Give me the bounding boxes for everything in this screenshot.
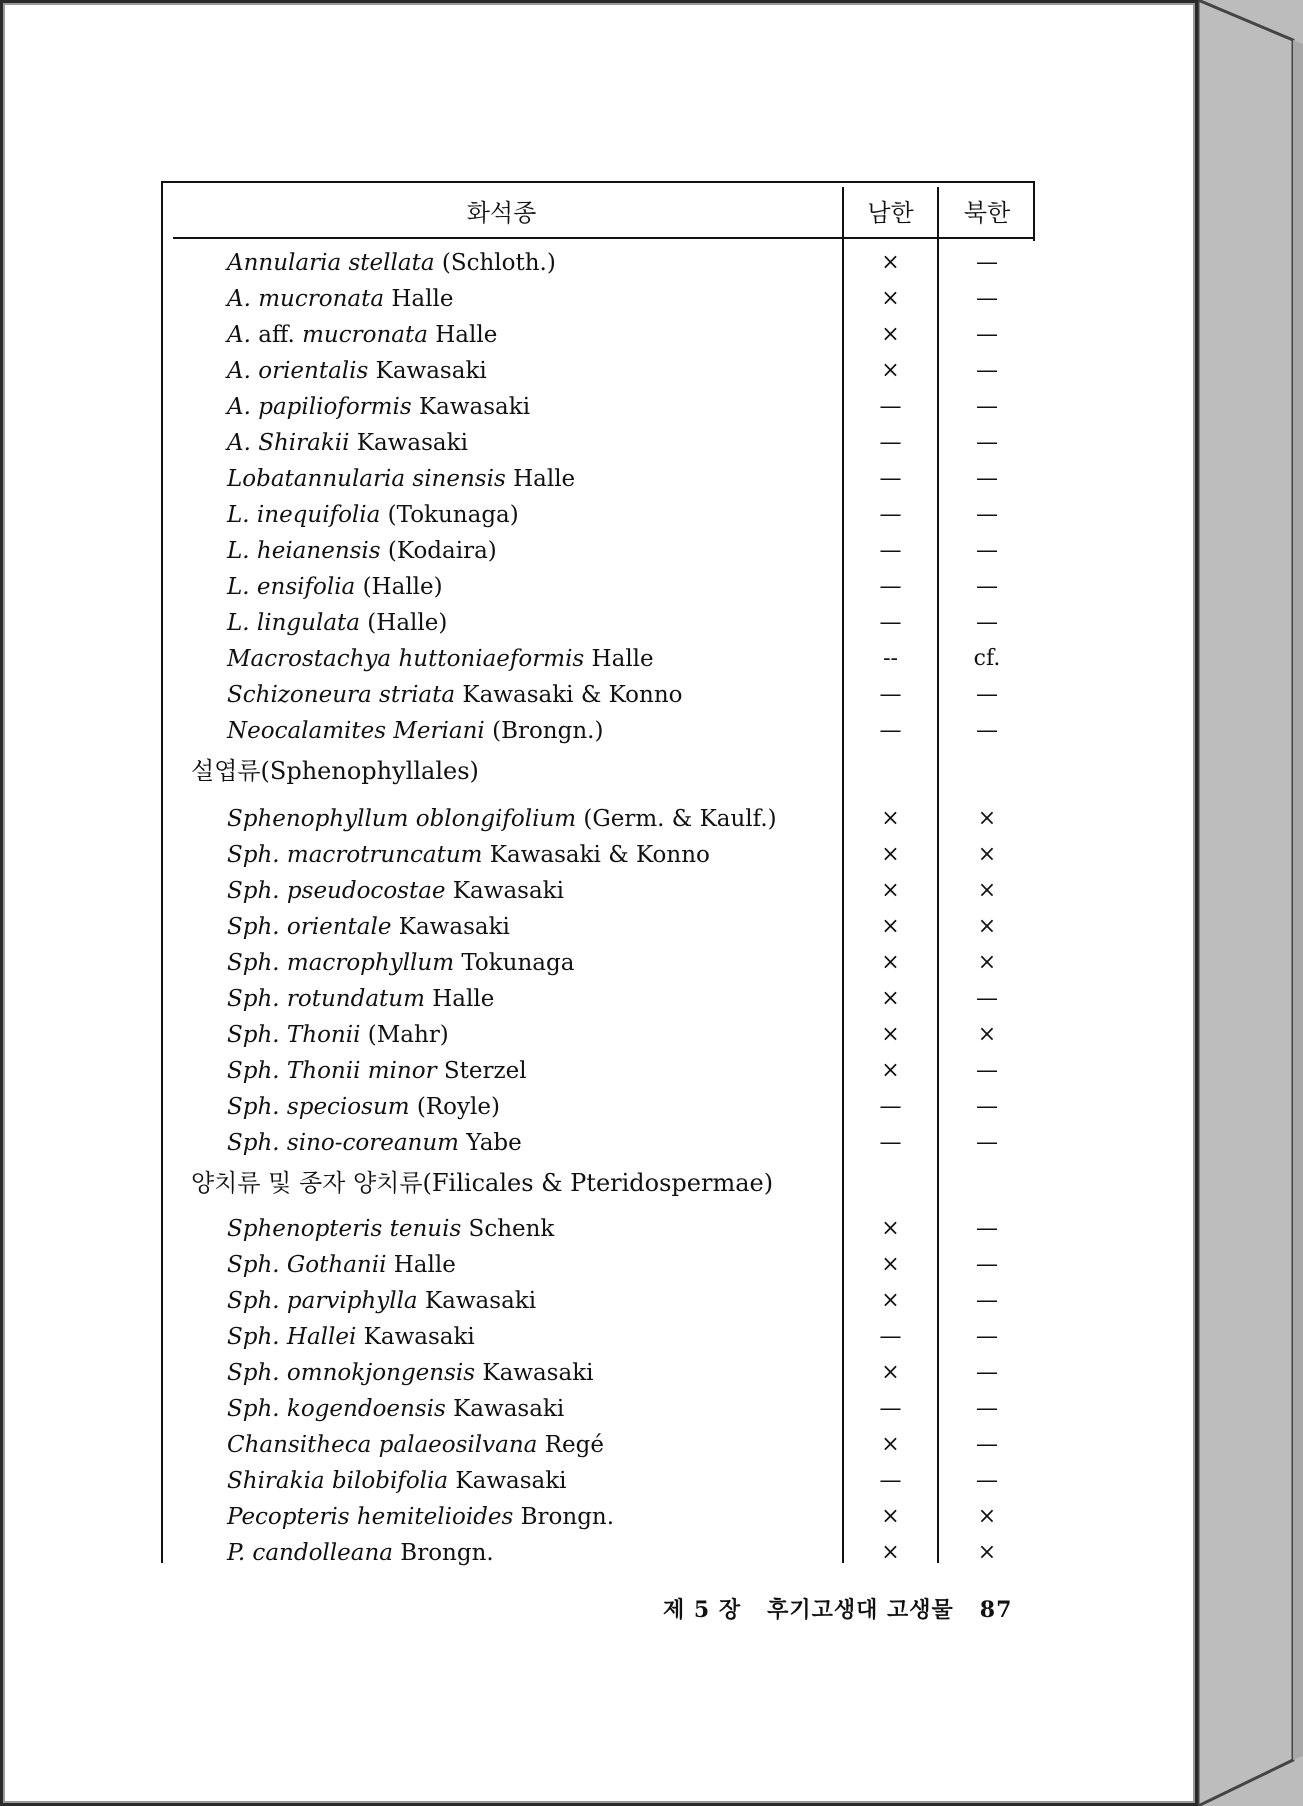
table-row (161, 641, 1035, 677)
species-author: Yabe (459, 1130, 522, 1156)
south-korea-occurrence: × (881, 286, 900, 311)
north-korea-occurrence: — (976, 1360, 998, 1385)
north-korea-occurrence: × (977, 950, 997, 975)
table-row (161, 1247, 1035, 1283)
species-author: (Schloth.) (434, 250, 556, 276)
table-row (161, 353, 1035, 389)
header-rule (173, 237, 1035, 239)
species-name (227, 1463, 567, 1499)
species-epithet: A. Shirakii (227, 430, 350, 456)
table-row (161, 497, 1035, 533)
north-korea-occurrence: — (976, 1058, 998, 1083)
table-row (161, 1211, 1035, 1247)
book-spine-shape (1198, 0, 1303, 1806)
north-korea-occurrence: — (976, 394, 998, 419)
section-title-filicales: 양치류 및 종자 양치류(Filicales & Pteridospermae) (191, 1169, 774, 1197)
north-korea-occurrence: — (976, 1324, 998, 1349)
species-epithet: Sph. macrophyllum (227, 950, 455, 976)
north-korea-occurrence: — (976, 610, 998, 635)
south-korea-occurrence: × (881, 1432, 900, 1457)
south-korea-occurrence: — (879, 1468, 902, 1493)
south-korea-occurrence: × (881, 1360, 900, 1385)
table-row (161, 245, 1035, 281)
species-epithet: Sph. Thonii (227, 1022, 361, 1048)
table-row (161, 425, 1035, 461)
species-author: Kawasaki (448, 1468, 567, 1494)
table-row (161, 1283, 1035, 1319)
north-korea-occurrence: — (976, 286, 998, 311)
species-author: (Germ. & Kaulf.) (576, 806, 777, 832)
species-epithet: Sph. kogendoensis (227, 1396, 446, 1422)
south-korea-occurrence: × (881, 806, 900, 831)
header-north-korea: 북한 (963, 199, 1011, 227)
south-korea-occurrence: — (879, 718, 902, 743)
table-row (161, 1319, 1035, 1355)
species-author: (Tokunaga) (380, 502, 519, 528)
species-epithet: Annularia stellata (227, 250, 435, 276)
north-korea-occurrence: — (976, 322, 998, 347)
species-epithet: Sph. omnokjongensis (227, 1360, 476, 1386)
footer-chapter-title: 후기고생대 고생물 (767, 1597, 954, 1623)
south-korea-occurrence: — (879, 394, 902, 419)
species-name (227, 389, 530, 425)
north-korea-occurrence: — (976, 358, 998, 383)
species-epithet: Sph. sino-coreanum (227, 1130, 459, 1156)
species-author: Halle (424, 986, 495, 1012)
south-korea-occurrence: × (881, 1504, 900, 1529)
south-korea-occurrence: × (881, 250, 900, 275)
species-name (227, 1211, 554, 1247)
table-row (161, 909, 1035, 945)
species-author: Kawasaki & Konno (455, 682, 683, 708)
book-spine (1198, 0, 1303, 1806)
south-korea-occurrence: — (879, 682, 902, 707)
species-epithet: A. papilioformis (227, 394, 412, 420)
species-author: Kawasaki (368, 358, 487, 384)
species-name (227, 605, 447, 641)
species-name (227, 641, 654, 677)
south-korea-occurrence: × (881, 878, 900, 903)
species-epithet: Sph. orientale (227, 914, 392, 940)
north-korea-occurrence: × (977, 842, 997, 867)
species-author: Halle (384, 286, 454, 312)
table-row (161, 1355, 1035, 1391)
species-name (227, 945, 574, 981)
species-epithet: Sphenophyllum oblongifolium (227, 806, 577, 832)
species-name (227, 533, 497, 569)
north-korea-occurrence: × (977, 914, 997, 939)
species-author: Brongn. (513, 1504, 615, 1530)
species-author: Kawasaki & Konno (482, 842, 710, 868)
north-korea-occurrence: × (977, 1022, 997, 1047)
species-name (227, 569, 443, 605)
species-epithet: L. ensifolia (227, 574, 356, 600)
table-row (161, 569, 1035, 605)
south-korea-occurrence: × (881, 842, 900, 867)
species-epithet: Pecopteris hemitelioides (227, 1504, 514, 1530)
species-author: Kawasaki (445, 878, 564, 904)
species-epithet: Neocalamites Meriani (227, 718, 485, 744)
species-epithet: Macrostachya huttoniaeformis (227, 646, 585, 672)
table-row (161, 281, 1035, 317)
south-korea-occurrence: — (879, 538, 902, 563)
species-author: Halle (584, 646, 654, 672)
species-name (227, 837, 710, 873)
species-author: Kawasaki (349, 430, 468, 456)
species-epithet: Chansitheca palaeosilvana (227, 1432, 538, 1458)
north-korea-occurrence: — (976, 538, 998, 563)
species-author: Schenk (461, 1216, 555, 1242)
fossil-species-table (161, 181, 1035, 1566)
north-korea-occurrence: × (977, 1540, 997, 1565)
south-korea-occurrence: — (879, 1130, 902, 1155)
south-korea-occurrence: × (881, 1288, 900, 1313)
species-epithet: Sph. speciosum (227, 1094, 410, 1120)
species-epithet: Sph. Thonii minor (227, 1058, 437, 1084)
south-korea-occurrence: — (879, 574, 902, 599)
species-author: Halle (386, 1252, 456, 1278)
north-korea-occurrence: — (976, 1396, 998, 1421)
north-korea-occurrence: — (976, 718, 998, 743)
north-korea-occurrence: — (976, 1432, 998, 1457)
species-name (227, 1247, 456, 1283)
species-name (227, 981, 494, 1017)
species-epithet: mucronata (302, 322, 428, 348)
table-row (161, 1125, 1035, 1161)
species-author: Kawasaki (445, 1396, 565, 1422)
species-name (227, 873, 564, 909)
species-author: (Mahr) (360, 1022, 449, 1048)
table-row (161, 713, 1035, 749)
species-epithet: Sph. macrotruncatum (227, 842, 483, 868)
table-row (161, 389, 1035, 425)
species-epithet: Schizoneura striata (227, 682, 456, 708)
species-author: Kawasaki (391, 914, 510, 940)
species-author: Kawasaki (475, 1360, 594, 1386)
north-korea-occurrence: — (976, 574, 998, 599)
south-korea-occurrence: — (879, 1396, 902, 1421)
south-korea-occurrence: -- (883, 646, 898, 671)
north-korea-occurrence: cf. (973, 646, 1001, 671)
south-korea-occurrence: × (881, 1216, 900, 1241)
species-name (227, 1427, 604, 1463)
species-name (227, 1355, 594, 1391)
south-korea-occurrence: — (879, 502, 902, 527)
north-korea-occurrence: — (976, 466, 998, 491)
table-row (161, 1089, 1035, 1125)
north-korea-occurrence: — (976, 250, 998, 275)
north-korea-occurrence: — (976, 1288, 998, 1313)
north-korea-occurrence: — (976, 1216, 998, 1241)
species-author: aff. (250, 322, 303, 348)
species-name (227, 801, 777, 837)
species-author: Kawasaki (411, 394, 531, 420)
south-korea-occurrence: × (881, 914, 900, 939)
species-epithet: Sph. Hallei (227, 1324, 357, 1350)
species-name (227, 461, 575, 497)
footer-page-number: 87 (979, 1597, 1013, 1623)
north-korea-occurrence: × (977, 1504, 997, 1529)
footer-chapter: 제 5 장 (663, 1597, 742, 1623)
species-name (227, 1053, 527, 1089)
table-top-rule (161, 181, 1035, 183)
south-korea-occurrence: × (881, 1058, 900, 1083)
species-name (227, 1535, 494, 1571)
species-name (227, 281, 453, 317)
section-title-sphenophyllales: 설엽류(Sphenophyllales) (191, 757, 479, 785)
species-name (227, 1499, 614, 1535)
species-epithet: L. inequifolia (227, 502, 381, 528)
table-row (161, 873, 1035, 909)
species-name (227, 317, 497, 353)
species-name (227, 1017, 449, 1053)
species-author: Tokunaga (454, 950, 575, 976)
table-row (161, 677, 1035, 713)
table-row (161, 1017, 1035, 1053)
south-korea-occurrence: — (879, 1324, 902, 1349)
north-korea-occurrence: — (976, 986, 998, 1011)
species-author: Halle (505, 466, 576, 492)
species-author: Brongn. (392, 1540, 494, 1566)
species-epithet: Sphenopteris tenuis (227, 1216, 462, 1242)
south-korea-occurrence: × (881, 1540, 900, 1565)
south-korea-occurrence: × (881, 1252, 900, 1277)
species-name (227, 425, 468, 461)
species-epithet: Sph. parviphylla (227, 1288, 418, 1314)
table-row (161, 801, 1035, 837)
species-author: (Kodaira) (380, 538, 497, 564)
species-epithet: L. lingulata (227, 610, 360, 636)
species-author: Regé (537, 1432, 604, 1458)
north-korea-occurrence: — (976, 1130, 998, 1155)
north-korea-occurrence: — (976, 1468, 998, 1493)
species-name (227, 677, 683, 713)
table-row (161, 981, 1035, 1017)
species-name (227, 909, 510, 945)
species-author: Halle (427, 322, 498, 348)
species-name (227, 1089, 500, 1125)
species-epithet: P. candolleana (227, 1540, 393, 1566)
species-epithet: A. (227, 322, 251, 348)
south-korea-occurrence: × (881, 322, 900, 347)
north-korea-occurrence: — (976, 1252, 998, 1277)
species-name (227, 1125, 522, 1161)
table-row (161, 1053, 1035, 1089)
table-row (161, 1499, 1035, 1535)
species-epithet: A. mucronata (227, 286, 385, 312)
species-author: (Royle) (409, 1094, 500, 1120)
north-korea-occurrence: × (977, 806, 997, 831)
table-row (161, 317, 1035, 353)
table-row (161, 945, 1035, 981)
table-row (161, 533, 1035, 569)
table-row (161, 1391, 1035, 1427)
species-name (227, 1283, 536, 1319)
table-row (161, 1427, 1035, 1463)
species-epithet: Lobatannularia sinensis (227, 466, 506, 492)
species-name (227, 713, 603, 749)
south-korea-occurrence: — (879, 430, 902, 455)
table-row (161, 837, 1035, 873)
south-korea-occurrence: × (881, 358, 900, 383)
species-epithet: Sph. Gothanii (227, 1252, 387, 1278)
north-korea-occurrence: × (977, 878, 997, 903)
south-korea-occurrence: — (879, 466, 902, 491)
page-footer (663, 1593, 1043, 1624)
south-korea-occurrence: — (879, 1094, 902, 1119)
species-epithet: A. orientalis (227, 358, 369, 384)
species-author: Sterzel (436, 1058, 527, 1084)
south-korea-occurrence: × (881, 950, 900, 975)
table-row (161, 1535, 1035, 1571)
table-row (161, 461, 1035, 497)
species-author: (Halle) (355, 574, 443, 600)
north-korea-occurrence: — (976, 502, 998, 527)
table-row (161, 605, 1035, 641)
species-epithet: L. heianensis (227, 538, 381, 564)
north-korea-occurrence: — (976, 1094, 998, 1119)
north-korea-occurrence: — (976, 682, 998, 707)
south-korea-occurrence: — (879, 610, 902, 635)
species-author: Kawasaki (356, 1324, 475, 1350)
table-row (161, 1463, 1035, 1499)
south-korea-occurrence: × (881, 986, 900, 1011)
species-epithet: Shirakia bilobifolia (227, 1468, 449, 1494)
species-name (227, 497, 519, 533)
species-name (227, 353, 487, 389)
species-author: (Halle) (359, 610, 448, 636)
species-name (227, 1319, 475, 1355)
south-korea-occurrence: × (881, 1022, 900, 1047)
header-south-korea: 남한 (867, 199, 914, 227)
species-name (227, 245, 556, 281)
species-name (227, 1391, 564, 1427)
species-author: Kawasaki (417, 1288, 537, 1314)
species-author: (Brongn.) (484, 718, 604, 744)
species-epithet: Sph. pseudocostae (227, 878, 446, 904)
species-epithet: Sph. rotundatum (227, 986, 425, 1012)
north-korea-occurrence: — (976, 430, 998, 455)
header-species: 화석종 (466, 199, 537, 227)
